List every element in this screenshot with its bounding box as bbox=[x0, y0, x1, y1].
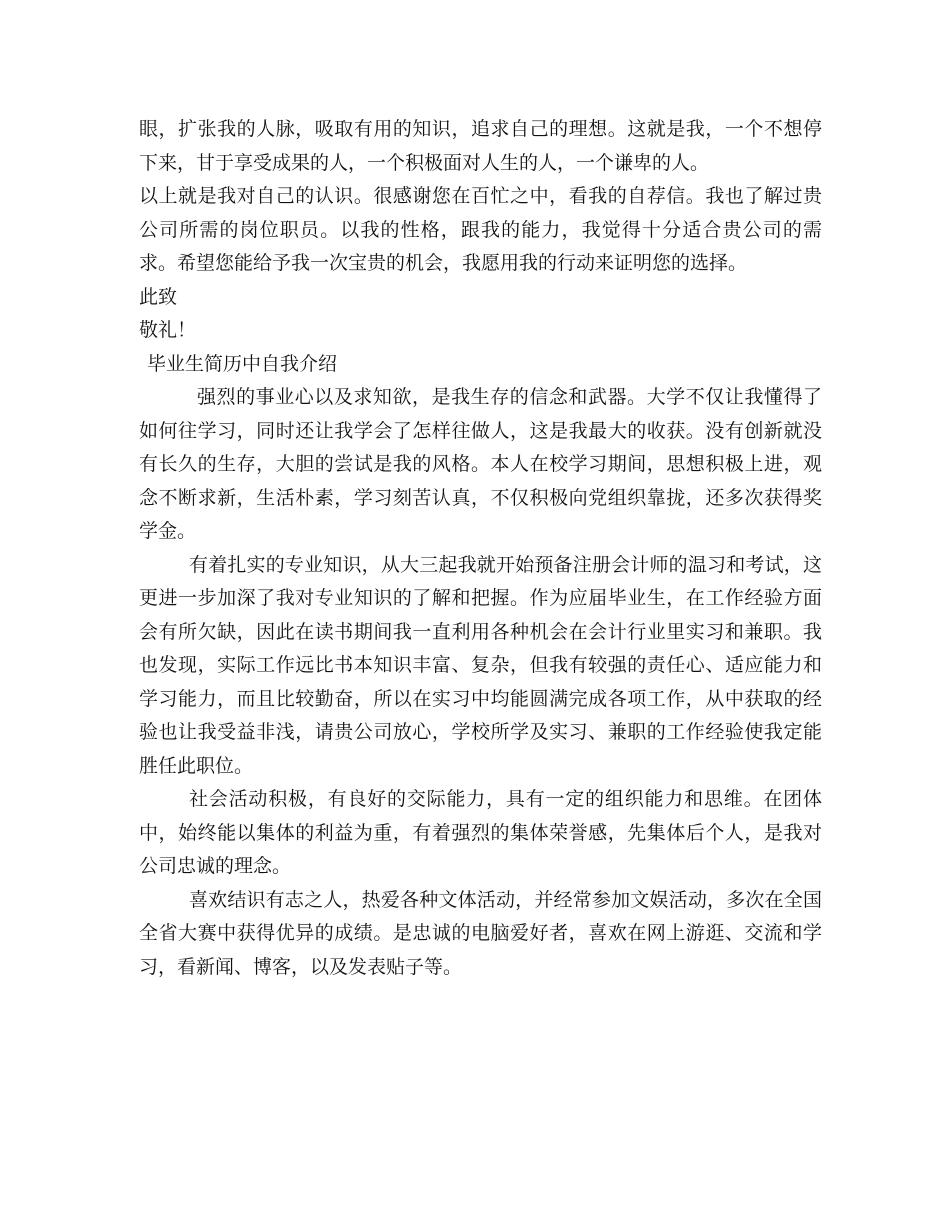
section-title: 毕业生简历中自我介绍 bbox=[147, 352, 338, 375]
closing-line-1: 此致 bbox=[139, 285, 178, 308]
body-paragraph-3: 社会活动积极，有良好的交际能力，具有一定的组织能力和思维。在团体中，始终能以集体的利益为重，有着强烈的集体荣誉感，先集体后个人，是我对公司忠诚的理念。 bbox=[139, 788, 822, 877]
closing-line-2: 敬礼！ bbox=[139, 319, 197, 341]
body-paragraph-2: 有着扎实的专业知识，从大三起我就开始预备注册会计师的温习和考试，这更进一步加深了我对专业知识的了解和把握。作为应届毕业生，在工作经验方面会有所欠缺，因此在读书期间我一直利用各种机会在会计行业里实习和兼职。我也发现，实际工作远比书本知识丰富、复杂，但我有较强的责任心、适应能力和学习能力，而且比较勤奋，所以在实习中均能圆满完成各项工作，从中获取的经验也让我受益非浅，请贵公司放心，学校所学及实习、兼职的工作经验使我定能胜任此职位。 bbox=[139, 553, 822, 777]
intro-paragraph-1: 眼，扩张我的人脉，吸取有用的知识，追求自己的理想。这就是我，一个不想停下来，甘于享受成果的人，一个积极面对人生的人，一个谦卑的人。 bbox=[139, 118, 822, 174]
body-paragraph-4: 喜欢结识有志之人，热爱各种文体活动，并经常参加文娱活动，多次在全国全省大赛中获得优异的成绩。是忠诚的电脑爱好者，喜欢在网上游逛、交流和学习，看新闻、博客，以及发表贴子等。 bbox=[139, 888, 822, 978]
document-body bbox=[139, 113, 822, 984]
intro-paragraph-2: 以上就是我对自己的认识。很感谢您在百忙之中，看我的自荐信。我也了解过贵公司所需的岗位职员。以我的性格，跟我的能力，我觉得十分适合贵公司的需求。希望您能给予我一次宝贵的机会，我愿用我的行动来证明您的选择。 bbox=[139, 185, 822, 274]
body-paragraph-1: 强烈的事业心以及求知欲，是我生存的信念和武器。大学不仅让我懂得了如何往学习，同时还让我学会了怎样往做人，这是我最大的收获。没有创新就没有长久的生存，大胆的尝试是我的风格。本人在校学习期间，思想积极上进，观念不断求新，生活朴素，学习刻苦认真，不仅积极向党组织靠拢，还多次获得奖学金。 bbox=[139, 386, 822, 542]
